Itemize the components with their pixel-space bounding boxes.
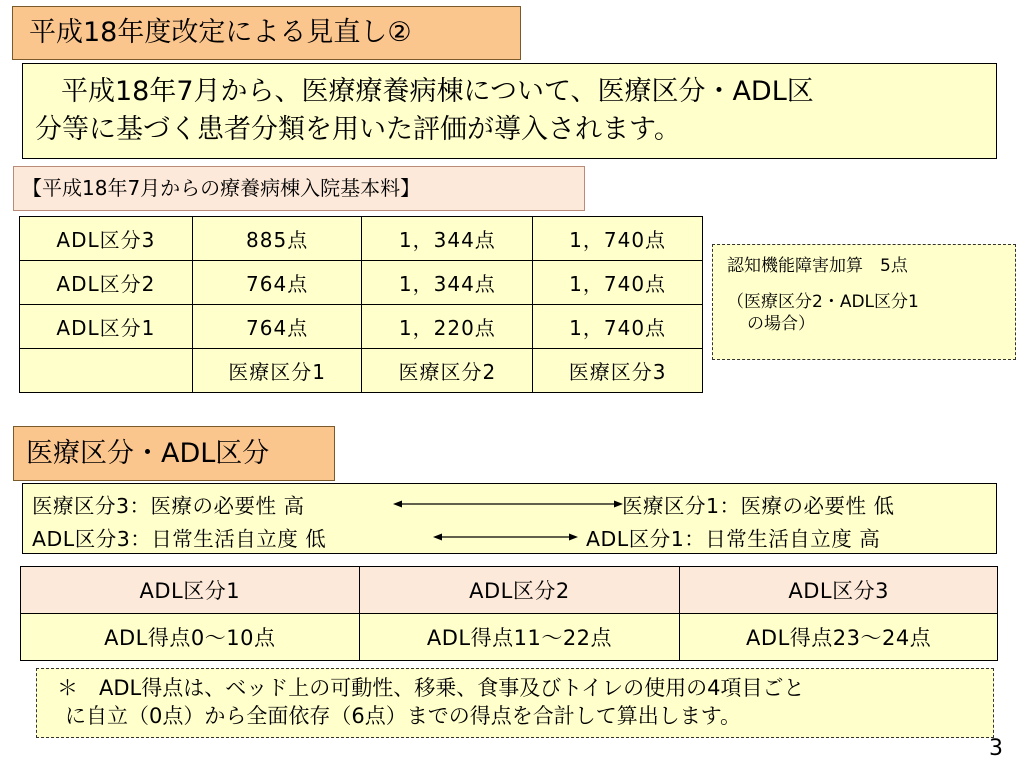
classification-scale [22,483,997,554]
slide-title [12,6,521,60]
table-row [20,305,703,349]
table-cell: 1，344点 [362,261,533,305]
fee-table-heading-text: 【平成18年7月からの療養病棟入院基本料】 [22,176,421,200]
adl-high-label: ADL区分1：日常生活自立度 高 [586,527,881,551]
table-cell: 1，740点 [533,305,703,349]
footnote-line-2: に自立（0点）から全面依存（6点）までの得点を合計して算出します。 [65,704,742,728]
table-header-cell: ADL区分1 [21,567,360,614]
table-cell: 1，344点 [362,217,533,261]
table-cell: ADL区分2 [20,261,193,305]
table-row [20,261,703,305]
table-row [20,217,703,261]
note-line-1: 認知機能障害加算 5点 [727,256,908,276]
fee-table-heading [13,166,585,211]
fee-table [19,216,703,393]
table-cell: ADL得点11～22点 [359,614,680,661]
table-cell: 医療区分2 [362,349,533,393]
page-number: 3 [989,736,1003,761]
table-cell: ADL得点23～24点 [680,614,998,661]
table-cell [20,349,193,393]
note-line-3: の場合） [747,314,815,334]
section-heading-text: 医療区分・ADL区分 [26,438,270,469]
table-cell: 764点 [192,261,362,305]
adl-score-footnote [36,668,994,738]
note-line-2: （医療区分2・ADL区分1 [727,292,919,312]
table-cell: 医療区分3 [533,349,703,393]
adl-low-label: ADL区分3：日常生活自立度 低 [32,527,327,551]
adl-score-table [20,566,998,661]
double-arrow-icon [433,529,578,545]
table-cell: 764点 [192,305,362,349]
table-header-row [21,567,998,614]
dementia-addition-note [712,244,1016,360]
table-cell: 1，740点 [533,261,703,305]
table-cell: ADL得点0～10点 [21,614,360,661]
table-cell: ADL区分1 [20,305,193,349]
table-row [21,614,998,661]
table-row [20,349,703,393]
medical-high-label: 医療区分3：医療の必要性 高 [32,494,305,518]
table-cell: ADL区分3 [20,217,193,261]
table-header-cell: ADL区分3 [680,567,998,614]
intro-line-2: 分等に基づく患者分類を用いた評価が導入されます。 [35,114,681,145]
slide-title-text: 平成18年度改定による見直し② [29,17,412,48]
intro-line-1: 平成18年7月から、医療療養病棟について、医療区分・ADL区 [61,76,814,107]
table-cell: 885点 [192,217,362,261]
table-header-cell: ADL区分2 [359,567,680,614]
table-cell: 1，220点 [362,305,533,349]
medical-low-label: 医療区分1：医療の必要性 低 [622,494,895,518]
footnote-line-1: ＊ ADL得点は、ベッド上の可動性、移乗、食事及びトイレの使用の4項目ごと [57,676,805,700]
intro-box [22,63,997,159]
section-heading [13,426,335,481]
table-cell: 1，740点 [533,217,703,261]
double-arrow-icon [393,496,623,512]
table-cell: 医療区分1 [192,349,362,393]
